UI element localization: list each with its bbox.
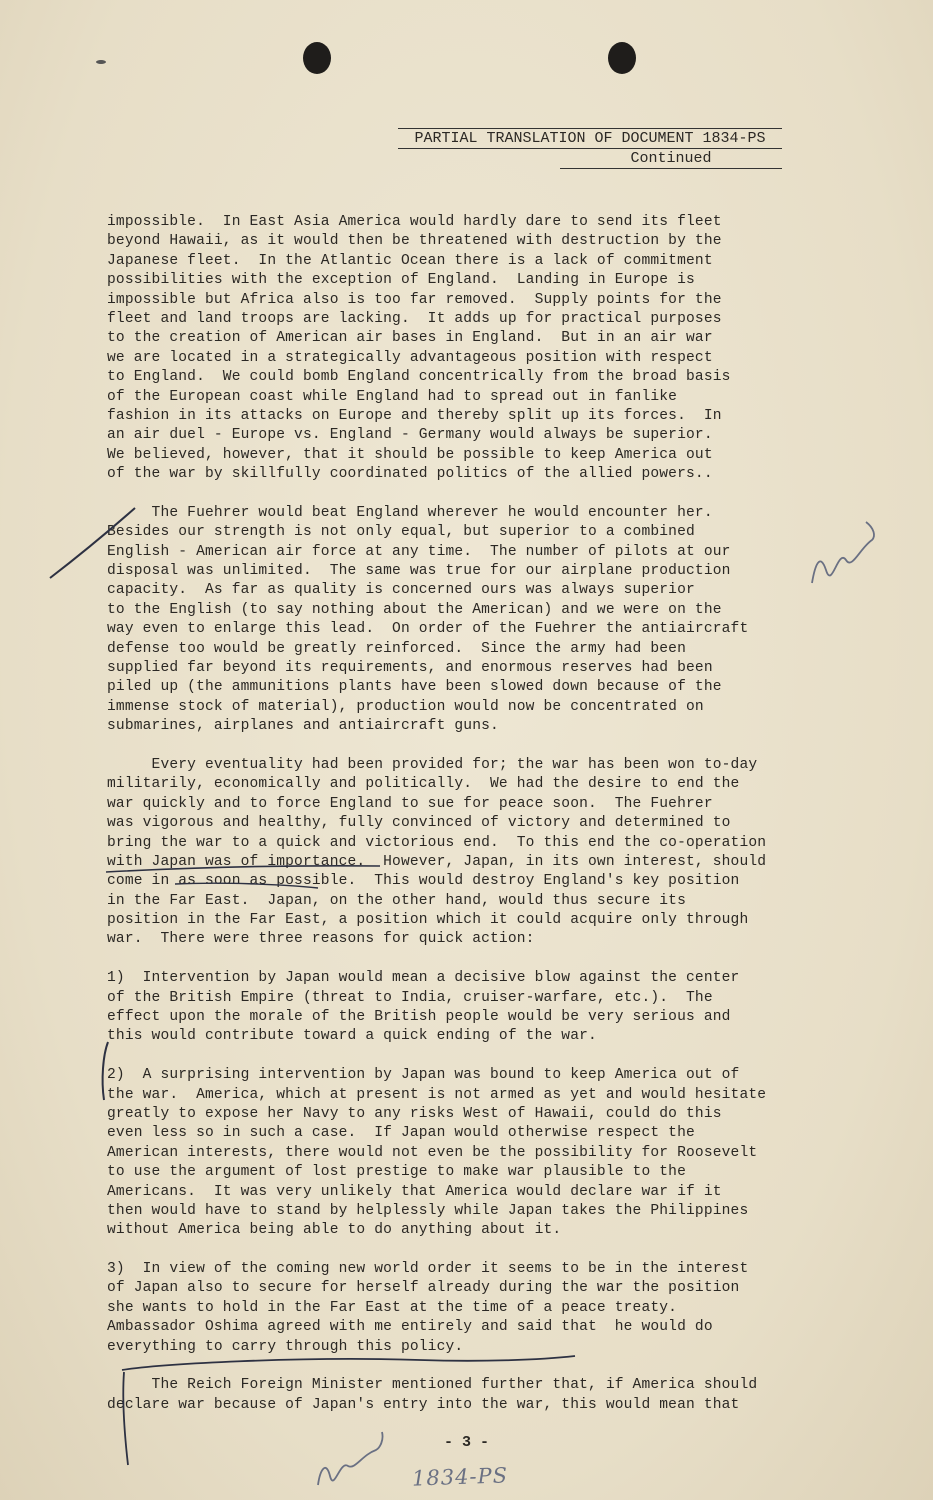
text-line: impossible. In East Asia America would hardly dare to send its fleet [107, 214, 722, 230]
text-line: with Japan was of importance. However, Japan, in its own interest, should [107, 853, 767, 870]
text-line: greatly to expose her Navy to any risks West of Hawaii, could do this [107, 1105, 722, 1122]
header-subtitle: Continued [560, 149, 782, 169]
paragraph [107, 756, 827, 950]
text-line: 1) Intervention by Japan would mean a decisive blow against the center [107, 970, 740, 987]
text-line: of the British Empire (threat to India, cruiser-warfare, etc.). The [107, 989, 713, 1006]
punch-hole-right [608, 42, 636, 74]
text-line: Americans. It was very unlikely that America would declare war if it [107, 1183, 722, 1200]
text-line: We believed, however, that it should be possible to keep America out [107, 446, 713, 463]
text-line: to the creation of American air bases in England. But in an air war [107, 330, 713, 347]
punch-hole-left [303, 42, 331, 74]
document-body [107, 213, 827, 1415]
text-line: submarines, airplanes and antiaircraft guns. [107, 718, 499, 735]
text-line: was vigorous and healthy, fully convinced of victory and determined to [107, 815, 731, 832]
text-line: in the Far East. Japan, on the other hand, would thus secure its [107, 892, 686, 909]
text-line: Every eventuality had been provided for; the war has been won to-day [107, 756, 758, 773]
text-line: of Japan also to secure for herself already during the war the position [107, 1280, 740, 1297]
text-line: of the European coast while England had to spread out in fanlike [107, 388, 678, 405]
header-title: PARTIAL TRANSLATION OF DOCUMENT 1834-PS [398, 128, 782, 149]
text-line: Besides our strength is not only equal, but superior to a combined [107, 524, 695, 541]
text-line: we are located in a strategically advantageous position with respect [107, 349, 713, 366]
page-number: - 3 - [443, 1434, 489, 1451]
text-line: to use the argument of lost prestige to make war plausible to the [107, 1164, 686, 1181]
text-line: war. There were three reasons for quick action: [107, 931, 535, 948]
text-line: 2) A surprising intervention by Japan was bound to keep America out of [107, 1067, 740, 1084]
text-line: The Fuehrer would beat England wherever he would encounter her. [107, 504, 713, 521]
text-line: disposal was unlimited. The same was true for our airplane production [107, 563, 731, 580]
text-line: Ambassador Oshima agreed with me entirely and said that he would do [107, 1319, 713, 1336]
text-line: impossible but Africa also is too far removed. Supply points for the [107, 291, 722, 308]
text-line: defense too would be greatly reinforced. Since the army had been [107, 640, 686, 657]
text-line: without America being able to do anything about it. [107, 1222, 562, 1239]
text-line: this would contribute toward a quick ending of the war. [107, 1028, 597, 1045]
text-line: to England. We could bomb England concentrically from the broad basis [107, 369, 731, 386]
text-line: militarily, economically and politically. We had the desire to end the [107, 776, 740, 793]
text-line: effect upon the morale of the British people would be very serious and [107, 1009, 731, 1026]
text-line: declare war because of Japan's entry into the war, this would mean that [107, 1396, 740, 1413]
paragraph [107, 504, 827, 737]
text-line: everything to carry through this policy. [107, 1338, 464, 1355]
text-line: she wants to hold in the Far East at the time of a peace treaty. [107, 1299, 678, 1316]
paragraph [107, 213, 827, 484]
text-line: bring the war to a quick and victorious end. To this end the co-operation [107, 834, 767, 851]
text-line: supplied far beyond its requirements, and enormous reserves had been [107, 659, 713, 676]
paper-speck [96, 60, 106, 64]
text-line: war quickly and to force England to sue for peace soon. The Fuehrer [107, 795, 713, 812]
text-line: possibilities with the exception of England. Landing in Europe is [107, 272, 695, 289]
text-line: an air duel - Europe vs. England - Germany would always be superior. [107, 427, 713, 444]
text-line: position in the Far East, a position which it could acquire only through [107, 912, 749, 929]
paragraph [107, 1376, 827, 1415]
text-line: Japanese fleet. In the Atlantic Ocean there is a lack of commitment [107, 252, 713, 269]
handwritten-document-reference: 1834-PS [411, 1463, 509, 1491]
text-line: beyond Hawaii, as it would then be threatened with destruction by the [107, 233, 722, 250]
text-line: English - American air force at any time. The number of pilots at our [107, 543, 731, 560]
text-line: come in as soon as possible. This would destroy England's key position [107, 873, 740, 890]
text-line: of the war by skillfully coordinated politics of the allied powers.. [107, 466, 713, 483]
text-line: immense stock of material), production would now be concentrated on [107, 698, 704, 715]
document-header [398, 128, 782, 169]
text-line: even less so in such a case. If Japan would otherwise respect the [107, 1125, 695, 1142]
paragraph [107, 1260, 827, 1357]
text-line: then would have to stand by helplessly while Japan takes the Philippines [107, 1202, 749, 1219]
text-line: The Reich Foreign Minister mentioned further that, if America should [107, 1377, 758, 1394]
text-line: piled up (the ammunitions plants have been slowed down because of the [107, 679, 722, 696]
text-line: 3) In view of the coming new world order it seems to be in the interest [107, 1261, 749, 1278]
text-line: capacity. As far as quality is concerned ours was always superior [107, 582, 695, 599]
paragraph [107, 1066, 827, 1241]
text-line: fleet and land troops are lacking. It adds up for practical purposes [107, 310, 722, 327]
text-line: fashion in its attacks on Europe and thereby split up its forces. In [107, 407, 722, 424]
text-line: American interests, there would not even be the possibility for Roosevelt [107, 1144, 758, 1161]
paragraph [107, 969, 827, 1047]
text-line: to the English (to say nothing about the American) and we were on the [107, 601, 722, 618]
text-line: the war. America, which at present is not armed as yet and would hesitate [107, 1086, 767, 1103]
text-line: way even to enlarge this lead. On order of the Fuehrer the antiaircraft [107, 621, 749, 638]
